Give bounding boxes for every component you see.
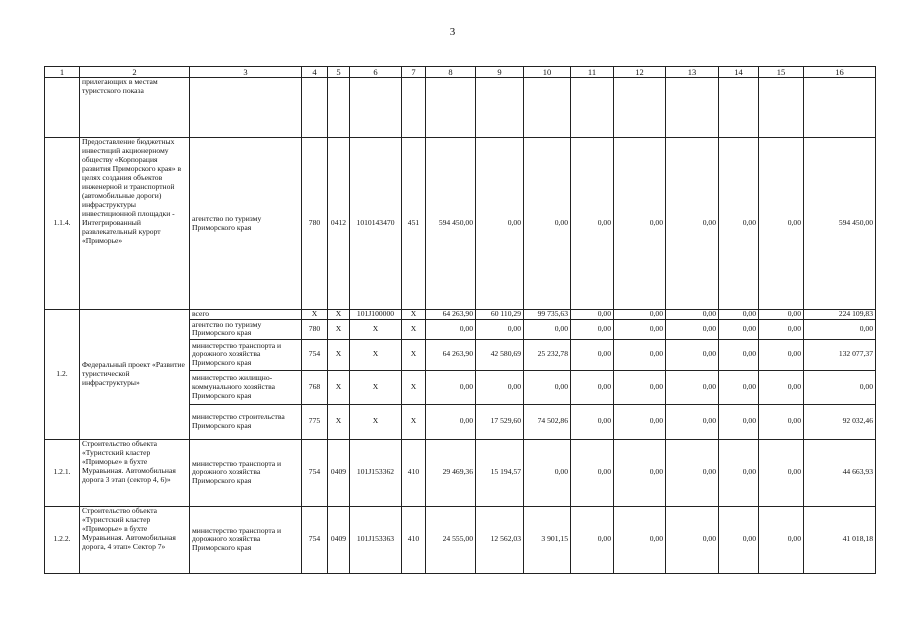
sub-value-11: 0,00 bbox=[571, 310, 614, 320]
row-name: прилегающих в местам туристского показа bbox=[80, 78, 190, 138]
table-row bbox=[45, 138, 876, 310]
row-name: Федеральный проект «Развитие туристической инфраструктуры» bbox=[80, 310, 190, 440]
value-16 bbox=[804, 78, 876, 138]
sub-value-9: 42 580,69 bbox=[476, 339, 524, 370]
col7: 451 bbox=[402, 138, 426, 310]
value-8: 29 469,36 bbox=[426, 439, 476, 506]
header-cell-2: 2 bbox=[80, 67, 190, 78]
sub-col5: X bbox=[328, 319, 350, 339]
header-cell-11: 11 bbox=[571, 67, 614, 78]
value-9: 0,00 bbox=[476, 138, 524, 310]
header-cell-14: 14 bbox=[719, 67, 759, 78]
value-12 bbox=[614, 78, 666, 138]
sub-executor: всего bbox=[190, 310, 302, 320]
value-9 bbox=[476, 78, 524, 138]
executor: министерство транспорта и дорожного хозяйства Приморского края bbox=[190, 439, 302, 506]
value-12: 0,00 bbox=[614, 506, 666, 573]
sub-col7: X bbox=[402, 319, 426, 339]
sub-col7: X bbox=[402, 404, 426, 439]
col5: 0409 bbox=[328, 439, 350, 506]
sub-col4: 754 bbox=[302, 339, 328, 370]
value-16: 41 018,18 bbox=[804, 506, 876, 573]
executor: министерство транспорта и дорожного хозяйства Приморского края bbox=[190, 506, 302, 573]
value-11: 0,00 bbox=[571, 506, 614, 573]
table-row bbox=[45, 506, 876, 573]
sub-executor: агентство по туризму Приморского края bbox=[190, 319, 302, 339]
sub-value-15: 0,00 bbox=[759, 370, 804, 404]
col4: 780 bbox=[302, 138, 328, 310]
value-15 bbox=[759, 78, 804, 138]
row-name: Строительство объекта «Туристский кластер «Приморье» в бухте Муравьиная. Автомобильная дорога, 4 этап» Сектор 7» bbox=[80, 506, 190, 573]
header-cell-13: 13 bbox=[666, 67, 719, 78]
sub-value-8: 0,00 bbox=[426, 370, 476, 404]
header-cell-10: 10 bbox=[524, 67, 571, 78]
value-16: 44 663,93 bbox=[804, 439, 876, 506]
value-15: 0,00 bbox=[759, 138, 804, 310]
sub-value-8: 0,00 bbox=[426, 404, 476, 439]
header-cell-5: 5 bbox=[328, 67, 350, 78]
row-number: 1.2. bbox=[45, 310, 80, 440]
sub-col4: X bbox=[302, 310, 328, 320]
sub-value-13: 0,00 bbox=[666, 310, 719, 320]
sub-col4: 768 bbox=[302, 370, 328, 404]
value-8: 594 450,00 bbox=[426, 138, 476, 310]
value-13: 0,00 bbox=[666, 138, 719, 310]
sub-value-12: 0,00 bbox=[614, 370, 666, 404]
value-10: 0,00 bbox=[524, 138, 571, 310]
sub-value-9: 60 110,29 bbox=[476, 310, 524, 320]
sub-col4: 775 bbox=[302, 404, 328, 439]
sub-value-13: 0,00 bbox=[666, 339, 719, 370]
header-cell-7: 7 bbox=[402, 67, 426, 78]
value-9: 12 562,03 bbox=[476, 506, 524, 573]
value-14: 0,00 bbox=[719, 439, 759, 506]
sub-value-9: 0,00 bbox=[476, 370, 524, 404]
sub-executor: министерство транспорта и дорожного хозяйства Приморского края bbox=[190, 339, 302, 370]
value-11 bbox=[571, 78, 614, 138]
sub-value-13: 0,00 bbox=[666, 319, 719, 339]
sub-value-11: 0,00 bbox=[571, 339, 614, 370]
header-cell-9: 9 bbox=[476, 67, 524, 78]
sub-col5: X bbox=[328, 310, 350, 320]
value-13 bbox=[666, 78, 719, 138]
sub-col5: X bbox=[328, 370, 350, 404]
header-cell-4: 4 bbox=[302, 67, 328, 78]
header-cell-16: 16 bbox=[804, 67, 876, 78]
budget-table bbox=[44, 66, 876, 574]
value-9: 15 194,57 bbox=[476, 439, 524, 506]
col6 bbox=[350, 78, 402, 138]
sub-value-15: 0,00 bbox=[759, 310, 804, 320]
value-12: 0,00 bbox=[614, 439, 666, 506]
value-14: 0,00 bbox=[719, 138, 759, 310]
row-name: Строительство объекта «Туристский кластер «Приморье» в бухте Муравьиная. Автомобильная дорога 3 этап (сектор 4, 6)» bbox=[80, 439, 190, 506]
sub-value-16: 0,00 bbox=[804, 319, 876, 339]
row-number: 1.2.1. bbox=[45, 439, 80, 506]
sub-value-16: 224 109,83 bbox=[804, 310, 876, 320]
sub-value-10: 99 735,63 bbox=[524, 310, 571, 320]
sub-value-12: 0,00 bbox=[614, 319, 666, 339]
sub-value-13: 0,00 bbox=[666, 370, 719, 404]
col7 bbox=[402, 78, 426, 138]
col4: 754 bbox=[302, 506, 328, 573]
sub-value-11: 0,00 bbox=[571, 404, 614, 439]
sub-value-8: 0,00 bbox=[426, 319, 476, 339]
value-13: 0,00 bbox=[666, 506, 719, 573]
sub-value-12: 0,00 bbox=[614, 310, 666, 320]
sub-value-10: 0,00 bbox=[524, 370, 571, 404]
sub-col7: X bbox=[402, 370, 426, 404]
sub-value-14: 0,00 bbox=[719, 319, 759, 339]
sub-value-9: 17 529,60 bbox=[476, 404, 524, 439]
value-8: 24 555,00 bbox=[426, 506, 476, 573]
sub-value-15: 0,00 bbox=[759, 319, 804, 339]
sub-value-14: 0,00 bbox=[719, 339, 759, 370]
sub-value-8: 64 263,90 bbox=[426, 339, 476, 370]
sub-value-12: 0,00 bbox=[614, 339, 666, 370]
col7: 410 bbox=[402, 439, 426, 506]
sub-col7: X bbox=[402, 310, 426, 320]
col5: 0412 bbox=[328, 138, 350, 310]
row-name: Предоставление бюджетных инвестиций акционерному обществу «Корпорация развития Приморского края» в целях создания объектов инженерной и транспортной (автомобильные дороги) инфраструктуры инвестиционной площадки - Интегрированный развлекательный курорт «Приморье» bbox=[80, 138, 190, 310]
sub-value-9: 0,00 bbox=[476, 319, 524, 339]
sub-col7: X bbox=[402, 339, 426, 370]
sub-col6: 101J100000 bbox=[350, 310, 402, 320]
col7: 410 bbox=[402, 506, 426, 573]
sub-value-16: 132 077,37 bbox=[804, 339, 876, 370]
page-number: 3 bbox=[449, 26, 456, 38]
sub-value-11: 0,00 bbox=[571, 319, 614, 339]
header-cell-3: 3 bbox=[190, 67, 302, 78]
sub-col4: 780 bbox=[302, 319, 328, 339]
sub-executor: министерство строительства Приморского края bbox=[190, 404, 302, 439]
value-15: 0,00 bbox=[759, 439, 804, 506]
sub-value-15: 0,00 bbox=[759, 339, 804, 370]
executor bbox=[190, 78, 302, 138]
sub-col6: X bbox=[350, 370, 402, 404]
sub-executor: министерство жилищно-коммунального хозяйства Приморского края bbox=[190, 370, 302, 404]
value-15: 0,00 bbox=[759, 506, 804, 573]
sub-value-10: 74 502,86 bbox=[524, 404, 571, 439]
sub-value-13: 0,00 bbox=[666, 404, 719, 439]
sub-value-14: 0,00 bbox=[719, 404, 759, 439]
col6: 101J153362 bbox=[350, 439, 402, 506]
sub-value-12: 0,00 bbox=[614, 404, 666, 439]
col5 bbox=[328, 78, 350, 138]
col5: 0409 bbox=[328, 506, 350, 573]
value-11: 0,00 bbox=[571, 439, 614, 506]
header-row bbox=[45, 67, 876, 78]
value-13: 0,00 bbox=[666, 439, 719, 506]
sub-col6: X bbox=[350, 339, 402, 370]
sub-col5: X bbox=[328, 339, 350, 370]
sub-value-11: 0,00 bbox=[571, 370, 614, 404]
executor: агентство по туризму Приморского края bbox=[190, 138, 302, 310]
sub-value-15: 0,00 bbox=[759, 404, 804, 439]
sub-value-14: 0,00 bbox=[719, 310, 759, 320]
header-cell-12: 12 bbox=[614, 67, 666, 78]
sub-value-8: 64 263,90 bbox=[426, 310, 476, 320]
sub-value-14: 0,00 bbox=[719, 370, 759, 404]
value-8 bbox=[426, 78, 476, 138]
value-16: 594 450,00 bbox=[804, 138, 876, 310]
value-10 bbox=[524, 78, 571, 138]
row-number: 1.2.2. bbox=[45, 506, 80, 573]
header-cell-1: 1 bbox=[45, 67, 80, 78]
table-row bbox=[45, 78, 876, 138]
value-11: 0,00 bbox=[571, 138, 614, 310]
col6: 1010143470 bbox=[350, 138, 402, 310]
row-number: 1.1.4. bbox=[45, 138, 80, 310]
header-cell-8: 8 bbox=[426, 67, 476, 78]
header-cell-15: 15 bbox=[759, 67, 804, 78]
value-10: 0,00 bbox=[524, 439, 571, 506]
value-12: 0,00 bbox=[614, 138, 666, 310]
value-14: 0,00 bbox=[719, 506, 759, 573]
table-row bbox=[45, 439, 876, 506]
value-10: 3 901,15 bbox=[524, 506, 571, 573]
sub-value-10: 0,00 bbox=[524, 319, 571, 339]
sub-col5: X bbox=[328, 404, 350, 439]
value-14 bbox=[719, 78, 759, 138]
sub-value-16: 0,00 bbox=[804, 370, 876, 404]
table-row bbox=[45, 310, 876, 320]
col6: 101J153363 bbox=[350, 506, 402, 573]
sub-value-16: 92 032,46 bbox=[804, 404, 876, 439]
col4 bbox=[302, 78, 328, 138]
sub-col6: X bbox=[350, 404, 402, 439]
sub-value-10: 25 232,78 bbox=[524, 339, 571, 370]
sub-col6: X bbox=[350, 319, 402, 339]
row-number bbox=[45, 78, 80, 138]
col4: 754 bbox=[302, 439, 328, 506]
header-cell-6: 6 bbox=[350, 67, 402, 78]
